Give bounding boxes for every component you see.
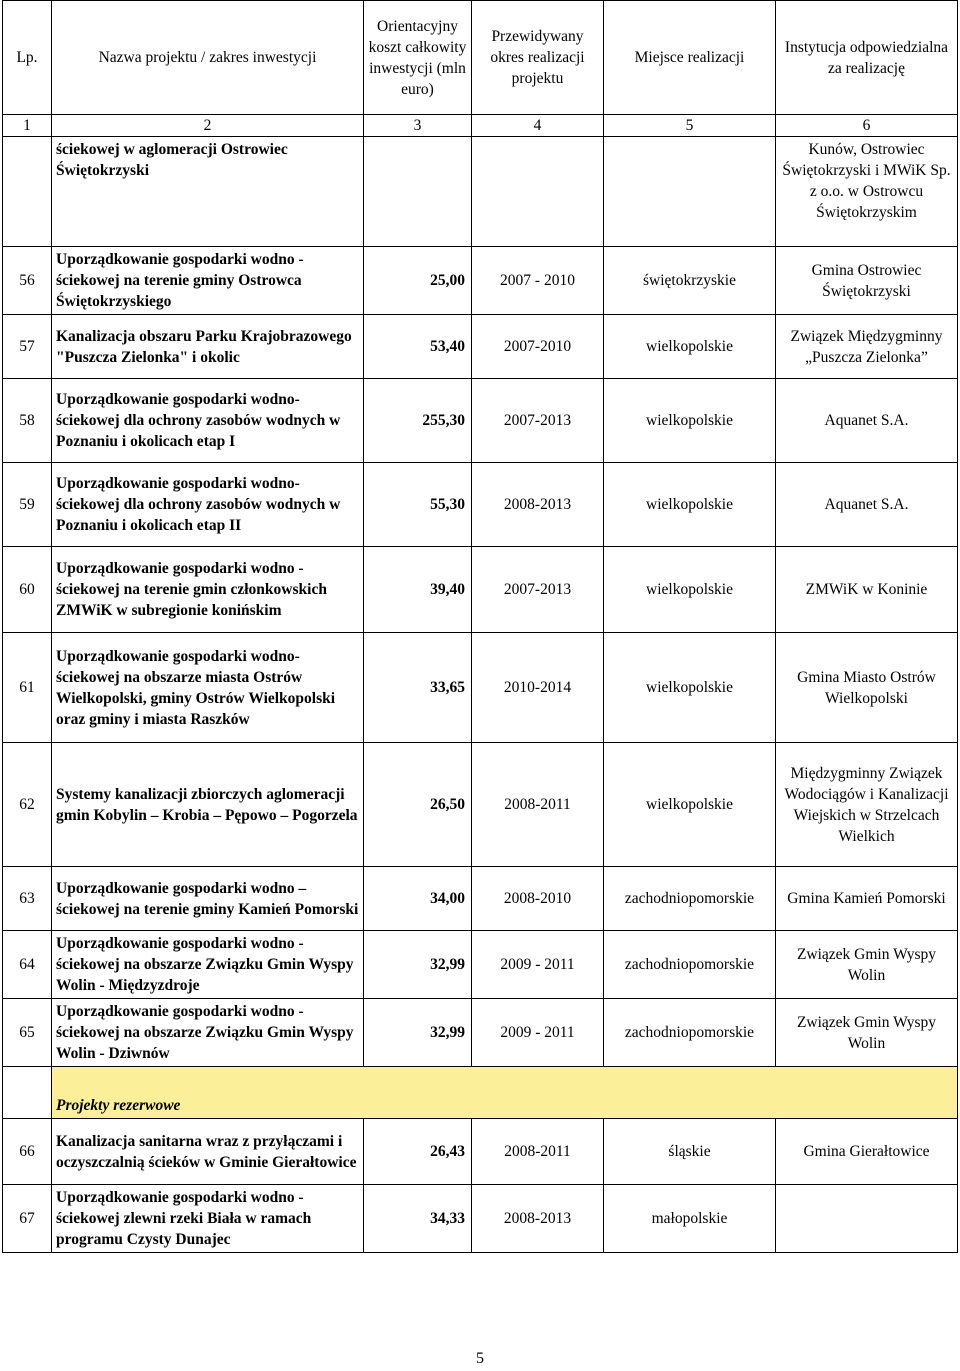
row-number: 56 (3, 247, 52, 315)
table-row (3, 999, 958, 1067)
project-name: Uporządkowanie gospodarki wodno - ściekowej na terenie gminy Ostrowca Świętokrzyskiego (52, 247, 364, 315)
colnum: 6 (776, 115, 958, 137)
project-period: 2009 - 2011 (472, 999, 604, 1067)
project-place: zachodniopomorskie (604, 867, 776, 931)
project-name: Uporządkowanie gospodarki wodno - ściekowej na obszarze Związku Gmin Wyspy Wolin - Międzyzdroje (52, 931, 364, 999)
project-cost: 26,50 (364, 743, 472, 867)
row-number: 63 (3, 867, 52, 931)
table-row (3, 867, 958, 931)
project-institution (776, 1185, 958, 1253)
project-name: Uporządkowanie gospodarki wodno-ściekowej dla ochrony zasobów wodnych w Poznaniu i okolicach etap I (52, 379, 364, 463)
project-place: świętokrzyskie (604, 247, 776, 315)
project-cost: 55,30 (364, 463, 472, 547)
table-row (3, 247, 958, 315)
project-cost: 32,99 (364, 999, 472, 1067)
project-cost: 33,65 (364, 633, 472, 743)
row-number: 57 (3, 315, 52, 379)
project-cost: 53,40 (364, 315, 472, 379)
project-cost: 34,00 (364, 867, 472, 931)
row-number: 59 (3, 463, 52, 547)
table-row (3, 379, 958, 463)
projects-table (2, 0, 958, 1253)
project-name: Uporządkowanie gospodarki wodno-ściekowej na obszarze miasta Ostrów Wielkopolski, gminy Ostrów Wielkopolski oraz gminy i miasta Raszków (52, 633, 364, 743)
column-number-row (3, 115, 958, 137)
colnum: 5 (604, 115, 776, 137)
project-period: 2008-2013 (472, 463, 604, 547)
project-place: wielkopolskie (604, 379, 776, 463)
project-institution: Związek Gmin Wyspy Wolin (776, 931, 958, 999)
project-cost: 255,30 (364, 379, 472, 463)
project-place: zachodniopomorskie (604, 999, 776, 1067)
project-cost: 25,00 (364, 247, 472, 315)
project-cost: 26,43 (364, 1119, 472, 1185)
project-institution: Gmina Ostrowiec Świętokrzyski (776, 247, 958, 315)
table-row (3, 463, 958, 547)
header-lp: Lp. (3, 1, 52, 115)
page-number: 5 (476, 1350, 484, 1367)
project-period: 2007 - 2010 (472, 247, 604, 315)
project-cost: 39,40 (364, 547, 472, 633)
project-place: wielkopolskie (604, 463, 776, 547)
project-place: wielkopolskie (604, 633, 776, 743)
colnum: 1 (3, 115, 52, 137)
table-row (3, 315, 958, 379)
row-number: 61 (3, 633, 52, 743)
project-name: Uporządkowanie gospodarki wodno - ściekowej na obszarze Związku Gmin Wyspy Wolin - Dziwnów (52, 999, 364, 1067)
header-period: Przewidywany okres realizacji projektu (472, 1, 604, 115)
row-number: 60 (3, 547, 52, 633)
project-period: 2009 - 2011 (472, 931, 604, 999)
project-name: Uporządkowanie gospodarki wodno – ściekowej na terenie gminy Kamień Pomorski (52, 867, 364, 931)
project-institution: ZMWiK w Koninie (776, 547, 958, 633)
row-number: 64 (3, 931, 52, 999)
project-place: zachodniopomorskie (604, 931, 776, 999)
project-place: śląskie (604, 1119, 776, 1185)
project-place: wielkopolskie (604, 315, 776, 379)
project-place: wielkopolskie (604, 743, 776, 867)
colnum: 4 (472, 115, 604, 137)
project-institution: Gmina Gierałtowice (776, 1119, 958, 1185)
project-name: Uporządkowanie gospodarki wodno - ściekowej zlewni rzeki Biała w ramach programu Czysty Dunajec (52, 1185, 364, 1253)
project-institution: Gmina Miasto Ostrów Wielkopolski (776, 633, 958, 743)
continuation-name: ściekowej w aglomeracji Ostrowiec Świętokrzyski (52, 137, 364, 247)
reserve-label: Projekty rezerwowe (52, 1067, 958, 1119)
project-cost: 32,99 (364, 931, 472, 999)
table-row (3, 743, 958, 867)
header-name: Nazwa projektu / zakres inwestycji (52, 1, 364, 115)
project-period: 2008-2011 (472, 1119, 604, 1185)
table-row (3, 931, 958, 999)
header-cost: Orientacyjny koszt całkowity inwestycji (mln euro) (364, 1, 472, 115)
project-name: Kanalizacja obszaru Parku Krajobrazowego "Puszcza Zielonka" i okolic (52, 315, 364, 379)
project-name: Systemy kanalizacji zbiorczych aglomeracji gmin Kobylin – Krobia – Pępowo – Pogorzela (52, 743, 364, 867)
table-row (3, 1185, 958, 1253)
project-institution: Aquanet S.A. (776, 463, 958, 547)
continuation-row (3, 137, 958, 247)
table-row (3, 1119, 958, 1185)
project-institution: Związek Międzygminny „Puszcza Zielonka” (776, 315, 958, 379)
project-place: małopolskie (604, 1185, 776, 1253)
project-cost: 34,33 (364, 1185, 472, 1253)
header-institution: Instytucja odpowiedzialna za realizację (776, 1, 958, 115)
colnum: 2 (52, 115, 364, 137)
row-number: 65 (3, 999, 52, 1067)
project-institution: Aquanet S.A. (776, 379, 958, 463)
header-row (3, 1, 958, 115)
project-institution: Międzygminny Związek Wodociągów i Kanalizacji Wiejskich w Strzelcach Wielkich (776, 743, 958, 867)
project-institution: Związek Gmin Wyspy Wolin (776, 999, 958, 1067)
continuation-institution: Kunów, Ostrowiec Świętokrzyski i MWiK Sp. z o.o. w Ostrowcu Świętokrzyskim (776, 137, 958, 247)
project-period: 2010-2014 (472, 633, 604, 743)
row-number: 58 (3, 379, 52, 463)
table-row (3, 547, 958, 633)
project-period: 2008-2010 (472, 867, 604, 931)
project-period: 2007-2013 (472, 547, 604, 633)
row-number: 67 (3, 1185, 52, 1253)
colnum: 3 (364, 115, 472, 137)
project-place: wielkopolskie (604, 547, 776, 633)
project-period: 2007-2010 (472, 315, 604, 379)
project-institution: Gmina Kamień Pomorski (776, 867, 958, 931)
row-number: 62 (3, 743, 52, 867)
project-name: Uporządkowanie gospodarki wodno-ściekowej dla ochrony zasobów wodnych w Poznaniu i okolicach etap II (52, 463, 364, 547)
project-name: Kanalizacja sanitarna wraz z przyłączami i oczyszczalnią ścieków w Gminie Gierałtowice (52, 1119, 364, 1185)
row-number: 66 (3, 1119, 52, 1185)
project-period: 2007-2013 (472, 379, 604, 463)
reserve-header-row (3, 1067, 958, 1119)
header-place: Miejsce realizacji (604, 1, 776, 115)
project-period: 2008-2013 (472, 1185, 604, 1253)
project-period: 2008-2011 (472, 743, 604, 867)
project-name: Uporządkowanie gospodarki wodno - ściekowej na terenie gmin członkowskich ZMWiK w subregionie konińskim (52, 547, 364, 633)
table-row (3, 633, 958, 743)
